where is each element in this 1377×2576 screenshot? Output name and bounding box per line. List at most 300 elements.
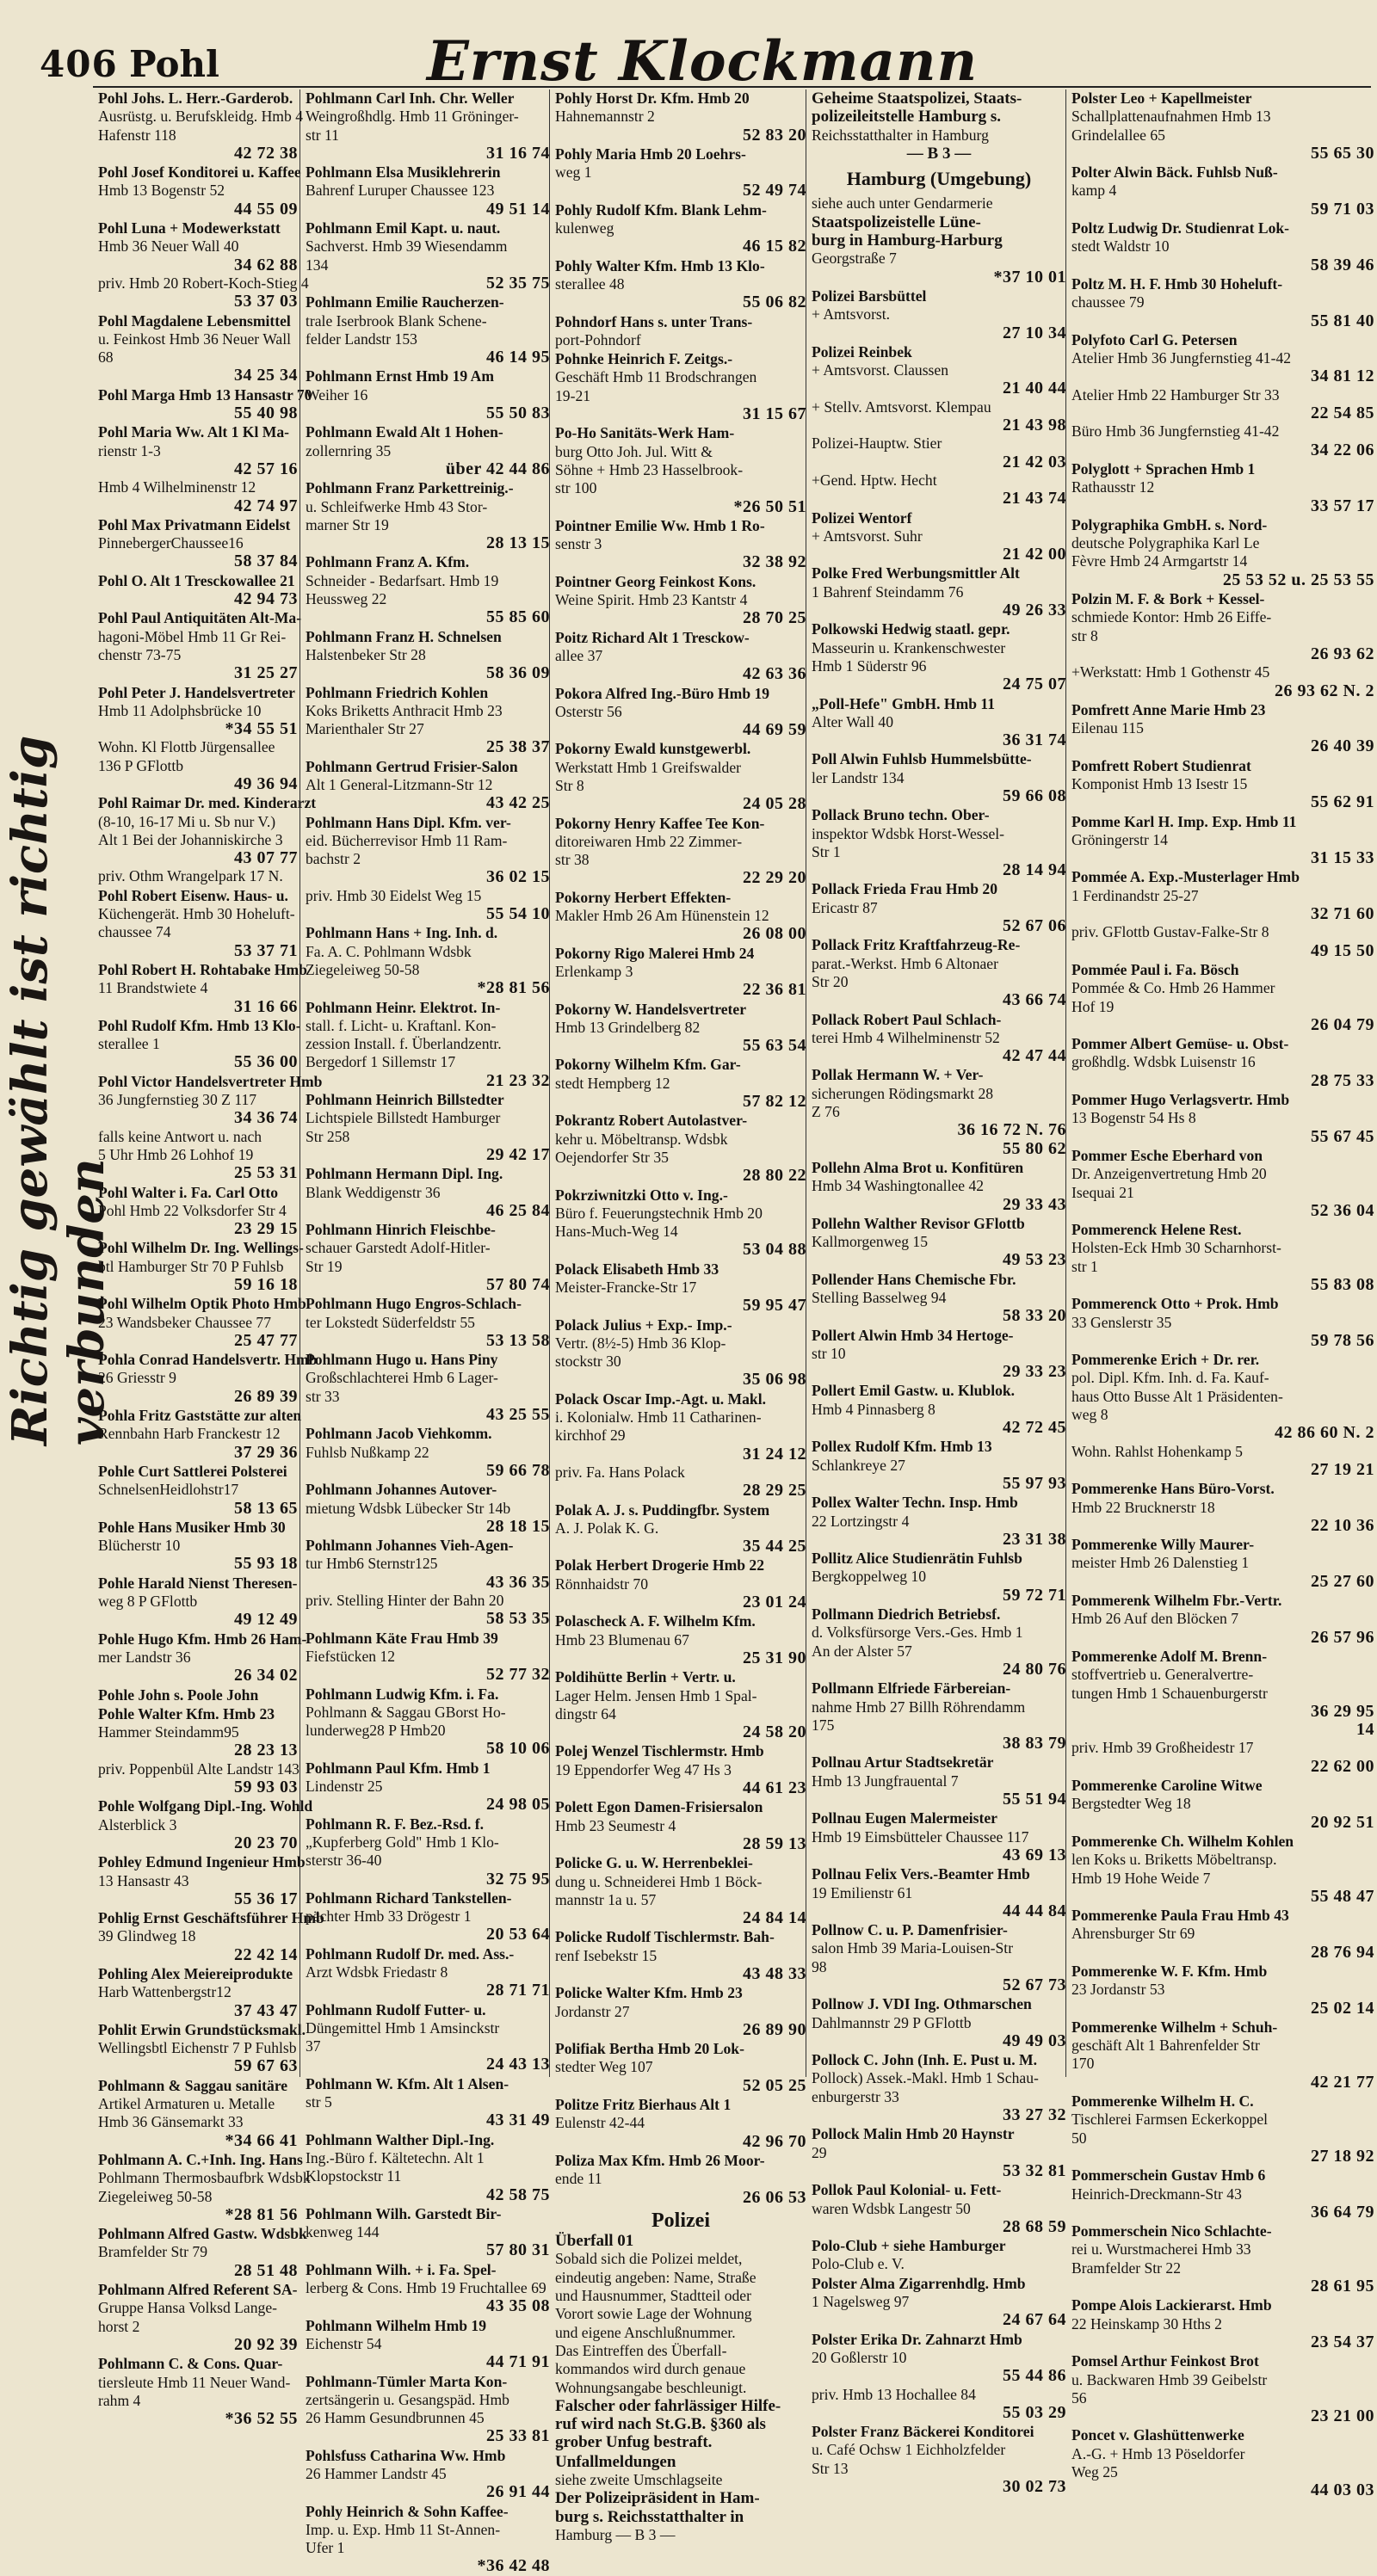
entry-line: Pomsel Arthur Feinkost Brot <box>1071 2352 1259 2370</box>
entry-line: Pohnke Heinrich F. Zeitgs.- <box>555 350 733 368</box>
entry-line: hagoni-Möbel Hmb 11 Gr Rei- <box>98 627 287 645</box>
entry-line: Geschäft Hmb 11 Brodschrangen <box>555 368 757 386</box>
entry-line: felder Landstr 153 <box>306 330 417 348</box>
entry-line: Pohlmann Richard Tankstellen- <box>306 1889 512 1907</box>
entry-line: nahme Hmb 27 Billh Röhrendamm <box>812 1698 1026 1716</box>
phone-number: 55 93 18 <box>234 1554 298 1574</box>
phone-number: 28 14 94 <box>1003 860 1066 880</box>
column-2 <box>299 89 550 2576</box>
entry-line: priv. Hmb 30 Eidelst Weg 15 <box>306 886 482 904</box>
entry-line: 11 Brandstwiete 4 <box>98 979 208 997</box>
entry-line: Kallmorgenweg 15 <box>812 1233 929 1251</box>
phone-number: 20 53 64 <box>486 1925 550 1944</box>
phone-number: 26 93 62 <box>1311 644 1374 663</box>
entry-line: Pollnau Felix Vers.-Beamter Hmb <box>812 1865 1030 1883</box>
entry-line: Pointner Georg Feinkost Kons. <box>555 572 756 590</box>
entry-line: Pommerschein Gustav Hmb 6 <box>1071 2166 1266 2185</box>
entry-line: 26 Hamm Gesundbrunnen 45 <box>306 2409 485 2427</box>
directory-entry <box>306 684 550 757</box>
entry-line: 98 <box>812 1957 827 1975</box>
entry-line: Polo-Club + siehe Hamburger <box>812 2237 1006 2255</box>
entry-line: Heinrich-Dreckmann-Str 43 <box>1071 2185 1242 2203</box>
phone-number: 26 57 96 <box>1311 1627 1374 1647</box>
directory-entry <box>555 1112 806 1185</box>
phone-number: 32 75 95 <box>486 1869 550 1889</box>
phone-number: 44 55 09 <box>234 199 298 219</box>
entry-line: Hof 19 <box>1071 997 1115 1015</box>
entry-line: Pohl Marga Hmb 13 Hansastr 70 <box>98 385 312 404</box>
directory-entry <box>98 1295 306 1350</box>
entry-line: Pohlmann Gertrud Frisier-Salon <box>306 757 518 775</box>
entry-line: Makler Hmb 26 Am Hünenstein 12 <box>555 907 769 925</box>
entry-line: zession Install. f. Überlandzentr. <box>306 1035 502 1053</box>
entry-line: Pohl Magdalene Lebensmittel <box>98 311 291 330</box>
entry-line: Ziegeleiweg 50-58 <box>98 2187 213 2205</box>
entry-line: Schallplattenaufnahmen Hmb 13 <box>1071 108 1271 126</box>
directory-entry <box>555 2040 806 2095</box>
entry-line: Pohlit Erwin Grundstücksmakl. <box>98 2020 306 2038</box>
phone-number: 24 43 13 <box>486 2055 550 2074</box>
entry-line: Pollack Robert Paul Schlach- <box>812 1010 1002 1028</box>
phone-number: 52 67 06 <box>1003 916 1066 936</box>
directory-entry <box>306 1091 550 1164</box>
entry-line: Pokorny Rigo Malerei Hmb 24 <box>555 944 755 962</box>
entry-line: Weiher 16 <box>306 385 368 404</box>
entry-line: 56 <box>1071 2388 1087 2407</box>
directory-entry <box>1071 1091 1374 1146</box>
entry-line: Pommée & Co. Hmb 26 Hammer <box>1071 979 1275 997</box>
entry-line: Pohlmann Hinrich Fleischbe- <box>306 1221 496 1239</box>
entry-line: Pommée A. Exp.-Musterlager Hmb <box>1071 868 1300 886</box>
entry-line: u. Schleifwerke Hmb 43 Stor- <box>306 497 488 515</box>
directory-entry <box>812 1215 1066 1270</box>
entry-line: renf Isebekstr 15 <box>555 1946 658 1964</box>
entry-line: Pommerenke Adolf M. Brenn- <box>1071 1647 1268 1665</box>
entry-line: ter Lokstedt Süderfeldstr 55 <box>306 1313 475 1331</box>
entry-line: Eulenstr 42-44 <box>555 2114 645 2132</box>
entry-line: Atelier Hmb 22 Hamburger Str 33 <box>1071 385 1280 404</box>
entry-line: 1 Ferdinandstr 25-27 <box>1071 886 1199 904</box>
entry-line: Pohlmann Ludwig Kfm. i. Fa. <box>306 1685 499 1703</box>
entry-line: stoffvertrieb u. Generalvertre- <box>1071 1666 1254 1684</box>
directory-entry <box>555 201 806 256</box>
entry-line: Pohlsfuss Catharina Ww. Hmb <box>306 2446 506 2464</box>
phone-number: *37 10 01 <box>993 267 1066 287</box>
entry-line: Jordanstr 27 <box>555 2002 630 2020</box>
directory-entry <box>812 564 1066 619</box>
entry-line: Holsten-Eck Hmb 30 Scharnhorst- <box>1071 1239 1281 1257</box>
entry-line: Hmb 1 Süderstr 96 <box>812 656 927 675</box>
directory-entry <box>555 1612 806 1667</box>
directory-entry <box>555 740 806 813</box>
entry-line: Pollock Malin Hmb 20 Haynstr <box>812 2125 1015 2143</box>
entry-line: Fa. A. C. Pohlmann Wdsbk <box>306 942 472 960</box>
directory-entry <box>1071 1777 1374 1832</box>
entry-line: Polster Franz Bäckerei Konditorei <box>812 2423 1034 2441</box>
phone-number: 35 44 25 <box>743 1537 806 1556</box>
entry-line: Osterstr 56 <box>555 702 622 720</box>
phone-number: 23 29 15 <box>234 1219 298 1239</box>
phone-number: 55 51 94 <box>1003 1790 1066 1809</box>
entry-line: dingstr 64 <box>555 1704 616 1722</box>
entry-line: Pohl Walter i. Fa. Carl Otto <box>98 1183 278 1201</box>
phone-number: 55 67 45 <box>1311 1126 1374 1146</box>
entry-line: „Kupferberg Gold" Hmb 1 Klo- <box>306 1833 499 1851</box>
directory-entry <box>98 1853 306 1908</box>
entry-line: Lager Helm. Jensen Hmb 1 Spal- <box>555 1686 757 1704</box>
directory-entry <box>306 1889 550 1944</box>
directory-entry <box>1071 868 1374 959</box>
entry-line: sterallee 1 <box>98 1035 160 1053</box>
entry-line: Pomme Karl H. Imp. Exp. Hmb 11 <box>1071 812 1297 830</box>
phone-number: 55 63 54 <box>743 1036 806 1056</box>
entry-line: Fuhlsb Nußkamp 22 <box>306 1443 429 1461</box>
phone-number: 26 93 62 N. 2 <box>1275 681 1374 700</box>
entry-line: deutsche Polygraphika Karl Le <box>1071 534 1260 552</box>
directory-entry <box>1071 701 1374 756</box>
entry-line: ruf wird nach St.G.B. §360 als <box>555 2415 766 2434</box>
phone-number: 26 40 39 <box>1311 736 1374 756</box>
entry-line: str 8 <box>1071 626 1098 644</box>
directory-entry <box>1071 2296 1374 2351</box>
directory-entry <box>555 424 806 515</box>
phone-number: 59 95 47 <box>743 1296 806 1316</box>
phone-number: 28 29 25 <box>743 1481 806 1501</box>
entry-line: meister Hmb 26 Dalenstieg 1 <box>1071 1554 1250 1572</box>
entry-line: Polett Egon Damen-Frisiersalon <box>555 1798 763 1816</box>
entry-line: Pohlmann-Tümler Marta Kon- <box>306 2372 508 2390</box>
phone-number: 43 31 49 <box>486 2111 550 2130</box>
entry-line: Halstenbeker Str 28 <box>306 645 426 663</box>
directory-entry <box>555 89 806 145</box>
directory-entry <box>1071 89 1374 163</box>
entry-line: Pointner Emilie Ww. Hmb 1 Ro- <box>555 516 765 534</box>
phone-number: 44 03 03 <box>1311 2480 1374 2500</box>
directory-entry <box>555 2209 806 2232</box>
entry-line: tur Hmb6 Sternstr125 <box>306 1555 438 1573</box>
directory-entry <box>98 2020 306 2076</box>
entry-line: Pohlmann Alfred Gastw. Wdsbk <box>98 2225 307 2243</box>
entry-line: Str 258 <box>306 1127 350 1145</box>
entry-line: Masseurin u. Krankenschwester <box>812 638 1006 656</box>
entry-line: Pohle Hans Musiker Hmb 30 <box>98 1518 286 1536</box>
phone-number: 33 57 17 <box>1311 496 1374 515</box>
entry-line: Grindelallee 65 <box>1071 126 1165 144</box>
directory-entry <box>1071 2092 1374 2166</box>
entry-line: Artikel Armaturen u. Metalle <box>98 2095 275 2113</box>
directory-entry <box>98 423 298 515</box>
phone-number: 55 03 29 <box>1003 2402 1066 2422</box>
directory-entry <box>812 936 1066 1009</box>
entry-line: 175 <box>812 1716 835 1734</box>
phone-number: 27 19 21 <box>1311 1459 1374 1479</box>
entry-line: Bramfelder Str 22 <box>1071 2259 1182 2277</box>
phone-number: 34 36 74 <box>234 1108 298 1128</box>
entry-line: 50 <box>1071 2129 1087 2147</box>
phone-number: 29 42 17 <box>486 1144 550 1164</box>
entry-line: Pollock) Assek.-Makl. Hmb 1 Schau- <box>812 2069 1039 2087</box>
directory-entry <box>812 1327 1066 1382</box>
entry-line: Pommée Paul i. Fa. Bösch <box>1071 960 1239 978</box>
entry-line: Ing.-Büro f. Kältetechn. Alt 1 <box>306 2148 485 2166</box>
directory-entry <box>812 2051 1066 2124</box>
entry-line: Klopstockstr 11 <box>306 2167 402 2185</box>
phone-number: 53 04 88 <box>743 1240 806 1260</box>
phone-number: *34 55 51 <box>225 719 298 739</box>
entry-line: Pohl Robert Eisenw. Haus- u. <box>98 886 288 904</box>
entry-line: str 38 <box>555 851 590 869</box>
entry-line: Polkowski Hedwig staatl. gepr. <box>812 620 1010 638</box>
directory-entry <box>306 89 550 163</box>
entry-line: Hmb 4 Wilhelminenstr 12 <box>98 478 256 496</box>
directory-entry <box>98 572 298 609</box>
directory-entry <box>1071 813 1374 868</box>
phone-number: 42 86 60 N. 2 <box>1275 1423 1374 1443</box>
entry-line: Pohly Walter Kfm. Hmb 13 Klo- <box>555 256 765 274</box>
entry-line: str 10 <box>812 1344 846 1362</box>
entry-line: bachstr 2 <box>306 850 361 868</box>
directory-entry <box>98 312 298 385</box>
entry-line: und eigene Anschlußnummer. <box>555 2323 736 2341</box>
entry-line: Pokora Alfred Ing.-Büro Hmb 19 <box>555 684 770 702</box>
phone-number: 55 48 47 <box>1311 1886 1374 1906</box>
directory-entry <box>1071 1648 1374 1776</box>
entry-line: str 100 <box>555 479 597 497</box>
entry-line: Sobald sich die Polizei meldet, <box>555 2250 743 2268</box>
entry-line: kulenweg <box>555 219 614 237</box>
entry-line: trale Iserbrook Blank Schene- <box>306 311 487 330</box>
directory-entry <box>1071 2166 1374 2222</box>
directory-entry <box>306 1221 550 1294</box>
entry-line: Wohnungsangabe beschleunigt. <box>555 2378 747 2396</box>
entry-line: Bergedorf 1 Sillemstr 17 <box>306 1053 456 1071</box>
phone-number: 42 21 77 <box>1311 2072 1374 2092</box>
entry-line: Pohlmann Emil Kapt. u. naut. <box>306 219 501 237</box>
phone-number: 26 89 39 <box>234 1386 298 1406</box>
entry-line: Pohlmann Thermosbaufbrk Wdsbk <box>98 2169 311 2187</box>
entry-line: Pohle Walter Kfm. Hmb 23 <box>98 1704 275 1722</box>
phone-number: 21 40 44 <box>1003 379 1066 398</box>
phone-number: 25 33 81 <box>486 2426 550 2446</box>
entry-line: sterstr 36-40 <box>306 1852 382 1870</box>
directory-entry <box>98 2281 298 2354</box>
entry-line: Pokorny Wilhelm Kfm. Gar- <box>555 1056 741 1074</box>
entry-line: chaussee 74 <box>98 923 171 941</box>
directory-entry <box>555 1928 806 1983</box>
directory-entry <box>812 1438 1066 1493</box>
entry-line: priv. Hmb 20 Robert-Koch-Stieg 4 <box>98 274 309 292</box>
directory-entry <box>1071 219 1374 274</box>
entry-line: Büro f. Feuerungstechnik Hmb 20 <box>555 1204 763 1222</box>
directory-entry <box>306 2261 550 2316</box>
entry-line: A.-G. + Hmb 13 Pöseldorfer <box>1071 2444 1245 2462</box>
directory-entry <box>306 1165 550 1220</box>
entry-line: Atelier Hmb 36 Jungfernstieg 41-42 <box>1071 349 1292 367</box>
directory-entry <box>1071 163 1374 219</box>
entry-line: chenstr 73-75 <box>98 645 182 663</box>
page-header <box>40 29 1365 94</box>
entry-line: Pohlmann R. F. Bez.-Rsd. f. <box>306 1815 485 1833</box>
entry-line: Pohla Fritz Gaststätte zur alten <box>98 1407 302 1425</box>
phone-number: 42 94 73 <box>234 589 298 609</box>
entry-line: Pohl Maria Ww. Alt 1 Kl Ma- <box>98 423 290 441</box>
phone-number: 23 21 00 <box>1311 2407 1374 2426</box>
entry-line: Pohlmann Wilhelm Hmb 19 <box>306 2316 487 2334</box>
entry-line: Pokrantz Robert Autolastver- <box>555 1112 748 1130</box>
phone-number: 59 16 18 <box>234 1275 298 1294</box>
entry-line: Pommerenke Paula Frau Hmb 43 <box>1071 1907 1289 1925</box>
phone-number: 28 76 94 <box>1311 1942 1374 1962</box>
directory-entry <box>555 1001 806 1056</box>
phone-number: 44 69 59 <box>743 720 806 740</box>
phone-number: 36 02 15 <box>486 867 550 887</box>
entry-line: Pollnow C. u. P. Damenfrisier- <box>812 1921 1008 1939</box>
entry-line: 13 Bogenstr 54 Hs 8 <box>1071 1109 1196 1127</box>
entry-line: Hans-Much-Weg 14 <box>555 1223 678 1241</box>
entry-line: Werkstatt Hmb 1 Greifswalder <box>555 758 741 776</box>
directory-entry <box>555 313 806 350</box>
entry-line: i. Kolonialw. Hmb 11 Catharinen- <box>555 1408 762 1427</box>
entry-line: stall. f. Licht- u. Kraftanl. Kon- <box>306 1016 497 1034</box>
phone-number: 22 54 85 <box>1311 404 1374 423</box>
entry-line: allee 37 <box>555 646 603 664</box>
directory-entry <box>306 2131 550 2204</box>
entry-line: Pollok Paul Kolonial- u. Fett- <box>812 2181 1002 2199</box>
directory-entry <box>812 1921 1066 1994</box>
directory-entry <box>812 2275 1066 2330</box>
directory-entry <box>812 1605 1066 1679</box>
entry-line: Pohlmann Hermann Dipl. Ing. <box>306 1165 503 1183</box>
phone-number: über 42 44 86 <box>445 459 550 478</box>
entry-line: 68 <box>98 348 114 367</box>
phone-number: 44 44 84 <box>1003 1901 1066 1920</box>
phone-number: 42 72 38 <box>234 143 298 163</box>
entry-line: rahm 4 <box>98 2391 141 2409</box>
directory-entry <box>98 1184 298 1239</box>
directory-entry <box>812 89 1066 163</box>
phone-number: 34 81 12 <box>1311 367 1374 386</box>
phone-number: 20 92 39 <box>234 2334 298 2354</box>
entry-line: 5 Uhr Hmb 26 Lohhof 19 <box>98 1145 254 1163</box>
entry-line: Blücherstr 10 <box>98 1537 181 1555</box>
page-number: 406 <box>40 43 118 85</box>
directory-entry <box>812 1865 1066 1920</box>
phone-number: 43 48 33 <box>743 1963 806 1983</box>
phone-number: 22 42 14 <box>234 1944 298 1964</box>
phone-number: 31 16 66 <box>234 996 298 1016</box>
entry-line: Pollender Hans Chemische Fbr. <box>812 1270 1016 1288</box>
entry-line: und Hausnummer, Stadtteil oder <box>555 2287 751 2305</box>
entry-line: Alter Wall 40 <box>812 712 894 730</box>
entry-line: Der Polizeipräsident in Ham- <box>555 2489 760 2508</box>
entry-line: Polak Herbert Drogerie Hmb 22 <box>555 1556 764 1575</box>
phone-number: *26 50 51 <box>733 496 806 516</box>
phone-number: 14 <box>1356 1720 1374 1740</box>
directory-entry <box>1071 275 1374 330</box>
phone-number: 36 64 79 <box>1311 2202 1374 2222</box>
entry-line: terei Hmb 4 Wilhelminenstr 52 <box>812 1028 1000 1046</box>
phone-number: 31 15 67 <box>743 404 806 424</box>
phone-number: 57 80 31 <box>486 2240 550 2260</box>
entry-line: Pommerenck Helene Rest. <box>1071 1221 1242 1239</box>
phone-number: *36 52 55 <box>225 2409 298 2429</box>
phone-number: 26 04 79 <box>1311 1014 1374 1034</box>
directory-entry <box>306 2373 550 2446</box>
phone-number: 53 37 71 <box>234 940 298 960</box>
phone-number: 55 36 17 <box>234 1889 298 1908</box>
directory-entry <box>98 1239 304 1294</box>
directory-entry <box>98 89 303 163</box>
entry-line: priv. Hmb 39 Großheidestr 17 <box>1071 1739 1254 1757</box>
directory-entry <box>555 2453 806 2544</box>
phone-number: 25 02 14 <box>1311 1998 1374 2018</box>
entry-line: lunderweg28 P Hmb20 <box>306 1722 446 1740</box>
directory-entry <box>306 1481 550 1536</box>
entry-line: horst 2 <box>98 2317 140 2335</box>
directory-entry <box>98 2150 311 2224</box>
phone-number: 55 44 86 <box>1003 2366 1066 2386</box>
directory-entry <box>306 423 550 478</box>
entry-line: Lichtspiele Billstedt Hamburger <box>306 1109 501 1127</box>
phone-number: 43 66 74 <box>1003 990 1066 1010</box>
directory-entry <box>98 1909 324 1964</box>
directory-entry <box>306 1537 550 1628</box>
phone-number: 31 24 12 <box>743 1444 806 1464</box>
entry-line: großhdlg. Wdsbk Luisenstr 16 <box>1071 1053 1256 1071</box>
entry-line: Pommerenke Ch. Wilhelm Kohlen <box>1071 1832 1294 1850</box>
entry-line: Poldihütte Berlin + Vertr. u. <box>555 1668 736 1686</box>
directory-entry <box>1071 1351 1374 1479</box>
entry-line: 19-21 <box>555 386 591 404</box>
entry-line: + Amtsvorst. <box>812 305 891 324</box>
phone-number: 29 33 23 <box>1003 1362 1066 1382</box>
entry-line: Rönnhaidstr 70 <box>555 1575 649 1593</box>
directory-entry <box>306 1945 550 2000</box>
directory-entry <box>306 1815 550 1889</box>
entry-line: Bahrenf Luruper Chaussee 123 <box>306 182 495 200</box>
entry-line: sterallee 48 <box>555 274 625 293</box>
entry-line: Pommerenke Hans Büro-Vorst. <box>1071 1480 1275 1498</box>
entry-line: Pohlmann C. & Cons. Quar- <box>98 2355 283 2373</box>
entry-line: Pohlmann Wilh. Garstedt Bir- <box>306 2204 502 2222</box>
entry-line: Schlankreye 27 <box>812 1456 905 1474</box>
entry-line: Weg 25 <box>1071 2463 1118 2480</box>
directory-entry <box>1071 1907 1374 1962</box>
phone-number: 28 51 48 <box>234 2260 298 2280</box>
entry-line: Pollmann Elfriede Färbereian- <box>812 1679 1011 1698</box>
entry-line: + Amtsvorst. Claussen <box>812 361 948 379</box>
phone-number: 58 53 35 <box>486 1609 550 1629</box>
entry-line: Pohl Johs. L. Herr.-Garderob. <box>98 89 293 107</box>
entry-line: Eilenau 115 <box>1071 719 1144 737</box>
entry-line: Pohlmann Franz H. Schnelsen <box>306 627 502 645</box>
phone-number: 22 62 00 <box>1311 1756 1374 1776</box>
entry-line: — B 3 — <box>906 144 972 163</box>
directory-entry <box>1071 331 1374 459</box>
entry-line: 1 Nagelsweg 97 <box>812 2293 910 2311</box>
phone-number: 55 65 30 <box>1311 143 1374 163</box>
phone-number: 28 13 15 <box>486 533 550 553</box>
entry-line: Pokorny Ewald kunstgewerbl. <box>555 740 751 758</box>
entry-line: Dr. Anzeigenvertretung Hmb 20 <box>1071 1165 1267 1183</box>
entry-line: stockstr 30 <box>555 1353 621 1371</box>
phone-number: 34 22 06 <box>1311 440 1374 459</box>
directory-entry <box>306 367 550 422</box>
directory-entry <box>306 814 550 924</box>
entry-line: Pohlmann Paul Kfm. Hmb 1 <box>306 1759 491 1777</box>
directory-entry <box>98 516 298 571</box>
entry-line: Pohly Maria Hmb 20 Loehrs- <box>555 145 746 163</box>
